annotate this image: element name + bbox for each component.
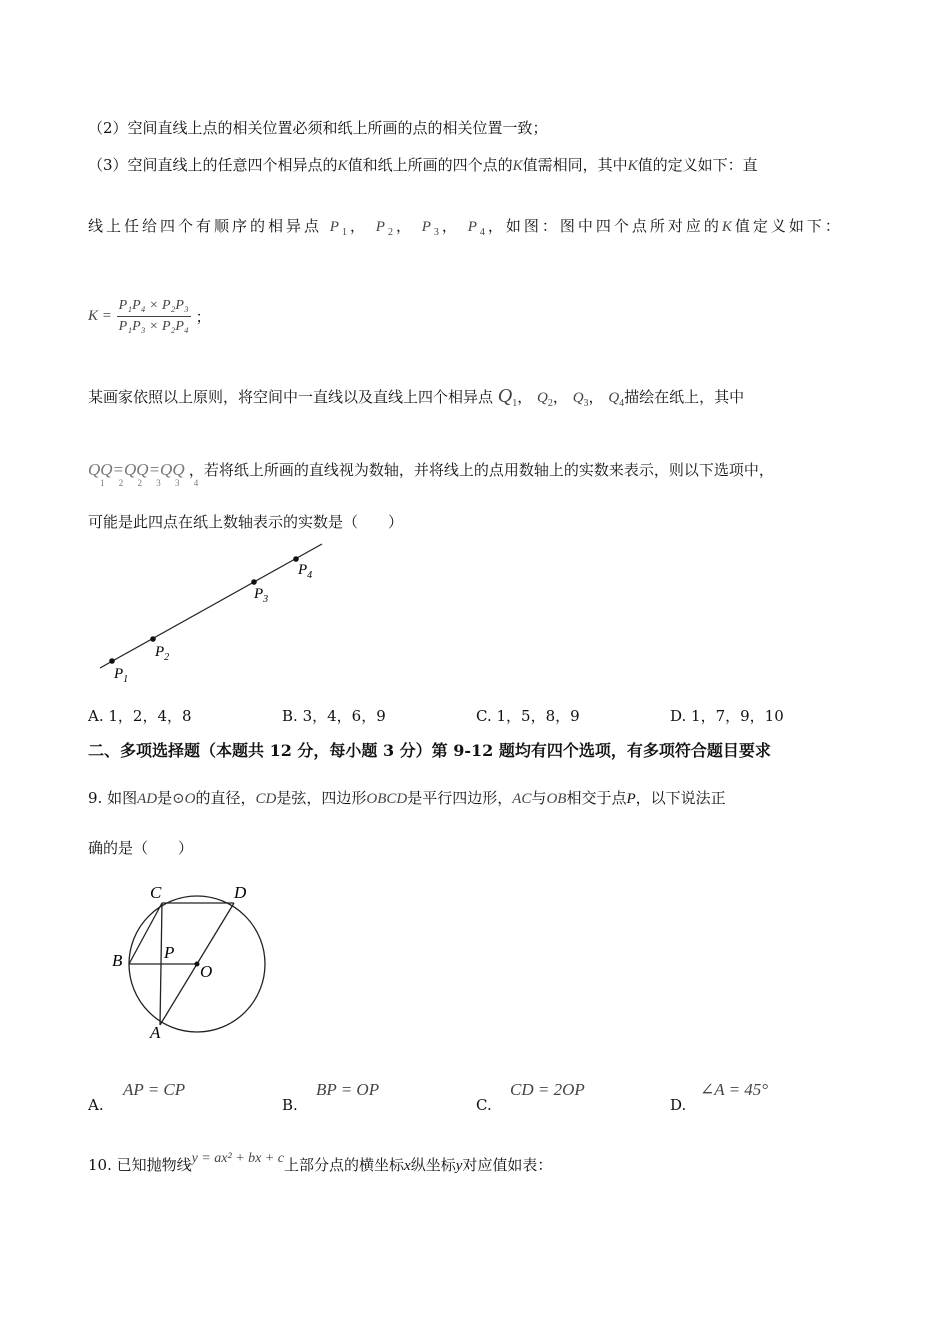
q9-option-b-expr[interactable]: BP = OP (316, 1080, 380, 1099)
question-8-ending: 可能是此四点在纸上数轴表示的实数是（ ） (88, 513, 404, 531)
definition-line: 线上任给四个有顺序的相异点 $P_1$， $P_2$， $P_3$， $P_4$，如图：图中四个点所对应的K值定义如下： (88, 217, 843, 238)
q9-option-d-expr[interactable]: ∠A = 45° (700, 1080, 769, 1099)
section-2-heading: 二、多项选择题（本题共 12 分，每小题 3 分）第 9-12 题均有四个选项，有多项符合题目要求 (88, 741, 771, 760)
q9-option-d-letter[interactable]: D. (670, 1096, 687, 1114)
figure-line (100, 544, 322, 668)
label-o: O (200, 962, 213, 981)
equality-line: QQ=QQ=QQ 1 2 2 3 3 4 ，若将纸上所画的直线视为数轴，并将线上的点用数轴上的实数来表示，则以下选项中， (88, 460, 774, 488)
question-9-line-2: 确的是（ ） (88, 839, 194, 857)
circle-figure (100, 878, 280, 1043)
q8-option-d[interactable]: D. 1，7，9，10 (670, 707, 784, 725)
label-p4: $P_4$ (298, 562, 313, 581)
condition-2: （2）空间直线上点的相关位置必须和纸上所画的点的相关位置一致； (88, 119, 548, 137)
question-10: 10. 已知抛物线y = ax² + bx + c上部分点的横坐标x纵坐标y对应值如表： (88, 1151, 553, 1174)
q9-option-a-expr[interactable]: AP = CP (123, 1080, 186, 1099)
label-p1: $P_1$ (114, 666, 129, 685)
point-p2 (150, 636, 156, 642)
painter-line: 某画家依照以上原则，将空间中一直线以及直线上四个相异点 $Q_1$， $Q_2$， $Q_3$， $Q_4$描绘在纸上，其中 (88, 385, 745, 409)
q9-option-a-letter[interactable]: A. (88, 1096, 104, 1114)
qq-equation: QQ=QQ=QQ 1 2 2 3 3 4 (88, 460, 205, 488)
k-fraction: $\frac{\text{P₁P₄ × P₂P₃}}{\text{P₁P₃ × P₂P₄}}$ (118, 298, 189, 334)
label-d: D (234, 883, 247, 902)
label-c: C (150, 883, 162, 902)
q9-option-c-expr[interactable]: CD = 2OP (510, 1080, 585, 1099)
points-on-line-figure (90, 538, 340, 688)
label-p3: $P_3$ (254, 586, 269, 605)
point-p1 (109, 658, 115, 664)
condition-3: （3）空间直线上的任意四个相异点的K值和纸上所画的四个点的K值需相同，其中K值的定义如下：直 (88, 156, 758, 174)
q9-option-c-letter[interactable]: C. (476, 1096, 492, 1114)
q8-option-b[interactable]: B. 3，4，6，9 (282, 707, 386, 725)
point-p4 (293, 556, 299, 562)
q9-option-b-letter[interactable]: B. (282, 1096, 298, 1114)
center-o (195, 962, 200, 967)
label-b: B (112, 951, 123, 970)
q8-option-a[interactable]: A. 1，2，4，8 (88, 707, 192, 725)
q8-option-c[interactable]: C. 1，5，8，9 (476, 707, 580, 725)
k-formula: K = $\frac{\text{P₁P₄ × P₂P₃}}{\text{P₁P₃ × P₂P₄}}$ ； (88, 298, 211, 334)
point-p3 (251, 579, 257, 585)
label-a: A (150, 1023, 161, 1042)
segment-cb (129, 903, 162, 964)
question-9: 9. 如图AD是⊙O的直径，CD是弦，四边形OBCD是平行四边形，AC与OB相交于点P，以下说法正 (88, 789, 726, 807)
label-p2: $P_2$ (155, 644, 170, 663)
label-p: P (164, 943, 175, 962)
